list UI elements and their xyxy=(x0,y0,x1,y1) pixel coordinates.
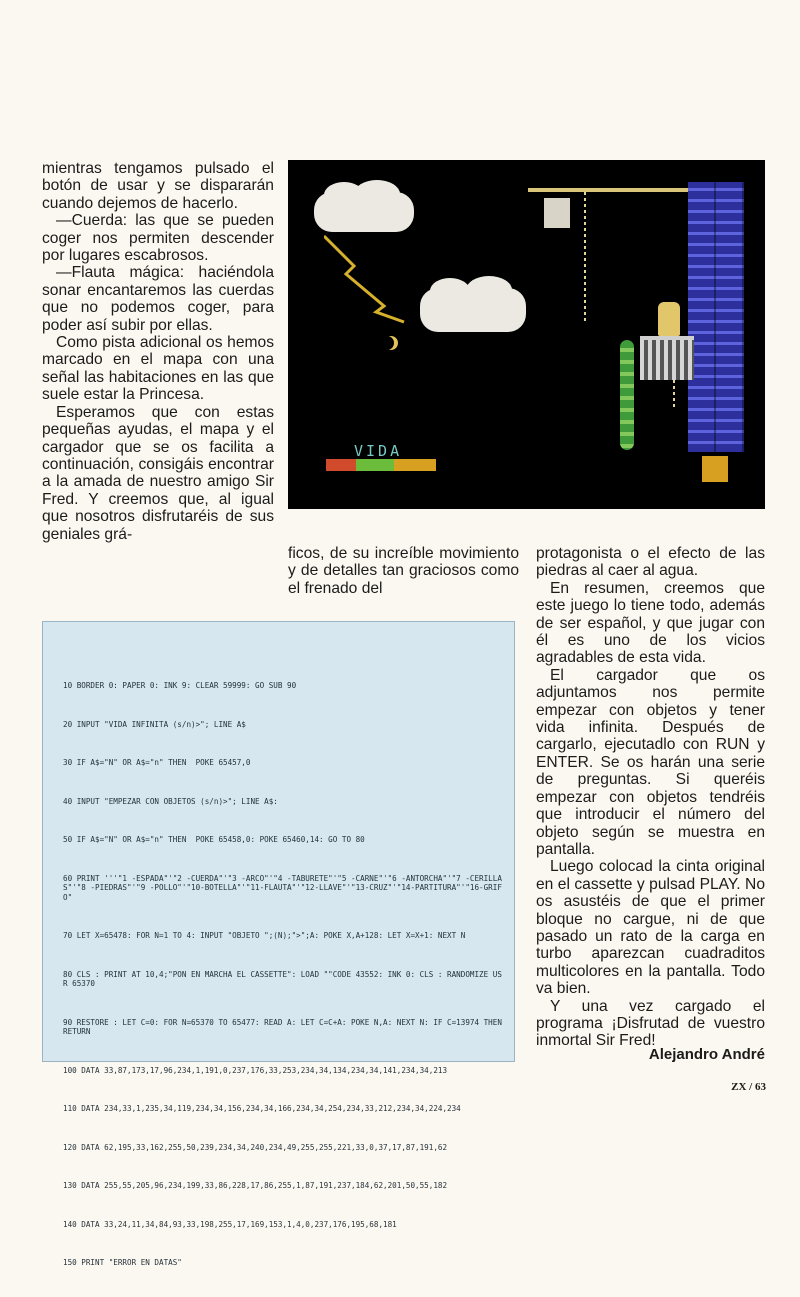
paragraph: El cargador que os adjuntamos nos permite empezar con objetos y tener vida infinita. Después de cargarlo, ejecutadlo con RUN y ENTER. Se os harán una serie de preguntas. Si queréis empezar con objetos tendréis que introducir el número del objeto según se muestra en pantalla. xyxy=(536,666,765,858)
code-line: 10 BORDER 0: PAPER 0: INK 9: CLEAR 59999: GO SUB 90 xyxy=(63,681,297,691)
vida-bar-green xyxy=(356,459,394,471)
article-column-middle xyxy=(288,545,519,597)
vine xyxy=(620,340,634,450)
vida-bar-red xyxy=(326,459,356,471)
code-line: 140 DATA 33,24,11,34,84,93,33,198,255,17,169,153,1,4,0,237,176,195,68,181 xyxy=(63,1219,397,1229)
code-line: 90 RESTORE : LET C=0: FOR N=65370 TO 65477: READ A: LET C=C+A: POKE N,A: NEXT N: IF C=13974 THEN RETURN xyxy=(63,1017,512,1037)
page-number: ZX / 63 xyxy=(731,1081,766,1093)
code-line: 60 PRINT '''"1 -ESPADA"'"2 -CUERDA"'"3 -ARCO"'"4 -TABURETE"'"5 -CARNE"'"6 -ANTORCHA"'"7 -CERILLAS"'"8 -PIEDRAS"'"9 -POLLO"'"10-BOTELLA"'"11-FLAUTA"'"12-LLAVE"'"13-CRUZ"'"14-PARTITURA"'"16-GRIFO" xyxy=(63,873,502,902)
paragraph: mientras tengamos pulsado el botón de usar y se dispararán cuando dejemos de hacerlo. xyxy=(42,160,274,212)
paragraph: En resumen, creemos que este juego lo tiene todo, además de ser español, y que jugar con él es uno de los vicios agradables de esta vida. xyxy=(536,579,765,667)
article-column-right xyxy=(536,545,765,1050)
wall-bricks xyxy=(688,182,744,452)
basic-loader-listing xyxy=(42,621,515,1268)
code-line: 130 DATA 255,55,205,96,234,199,33,86,228,17,86,255,1,87,191,237,184,62,201,50,55,182 xyxy=(63,1181,448,1191)
paragraph: Luego colocad la cinta original en el cassette y pulsad PLAY. No os asustéis de que el primer bloque no cargue, ni de que pasado un rato de la carga en turbo aparezcan cuadraditos multicolores en la pantalla. Todo va bien. xyxy=(536,858,765,998)
code-line: 70 LET X=65478: FOR N=1 TO 4: INPUT "OBJETO ";(N);">";A: POKE X,A+128: LET X=X+1: NEXT N xyxy=(63,931,466,941)
moon-icon xyxy=(380,336,394,350)
paragraph: —Flauta mágica: haciéndola sonar encantaremos las cuerdas que no podemos coger, para poder así subir por ellas. xyxy=(42,264,274,334)
code-line: 150 PRINT "ERROR EN DATAS" xyxy=(63,1258,182,1268)
article-column-left xyxy=(42,160,274,543)
game-screenshot xyxy=(288,160,765,509)
paragraph: Como pista adicional os hemos marcado en el mapa con una señal las habitaciones en las que suele estar la Princesa. xyxy=(42,334,274,404)
cloud xyxy=(420,288,526,332)
code-line: 30 IF A$="N" OR A$="n" THEN POKE 65457,0 xyxy=(63,758,251,768)
bridge-rail xyxy=(528,188,693,192)
key-icon xyxy=(702,456,728,482)
paragraph: Y una vez cargado el programa ¡Disfrutad de vuestro inmortal Sir Fred! xyxy=(536,997,765,1050)
code-listing xyxy=(63,662,512,1297)
paragraph: Esperamos que con estas pequeñas ayudas, el mapa y el cargador que se os facilita a continuación, consigáis encontrar a la amada de nuestro amigo Sir Fred. Y creemos que, al igual que nosotros disfrutaréis de sus geniales grá- xyxy=(42,403,274,543)
code-line: 100 DATA 33,87,173,17,96,234,1,191,0,237,176,33,253,234,34,134,234,34,141,234,34,213 xyxy=(63,1065,448,1075)
code-line: 120 DATA 62,195,33,162,255,50,239,234,34,240,234,49,255,255,221,33,0,37,17,87,191,62 xyxy=(63,1142,448,1152)
paragraph: protagonista o el efecto de las piedras al caer al agua. xyxy=(536,545,765,580)
vida-label: VIDA xyxy=(354,442,403,460)
lightning-bolt xyxy=(324,226,414,326)
code-line: 20 INPUT "VIDA INFINITA (s/n)>"; LINE A$ xyxy=(63,719,246,729)
code-line: 50 IF A$="N" OR A$="n" THEN POKE 65458,0: POKE 65460,14: GO TO 80 xyxy=(63,835,365,845)
scroll-sign xyxy=(544,198,570,228)
paragraph: ficos, de su increíble movimiento y de detalles tan graciosos como el frenado del xyxy=(288,545,519,597)
code-line: 40 INPUT "EMPEZAR CON OBJETOS (s/n)>"; LINE A$: xyxy=(63,796,278,806)
code-line: 110 DATA 234,33,1,235,34,119,234,34,156,234,34,166,234,34,254,234,33,212,234,34,224,234 xyxy=(63,1104,461,1114)
author-signature: Alejandro André xyxy=(648,1046,765,1063)
rope xyxy=(584,192,586,322)
code-line: 80 CLS : PRINT AT 10,4;"PON EN MARCHA EL CASSETTE": LOAD ""CODE 43552: INK 0: CLS : RANDOMIZE USR 65370 xyxy=(63,969,502,989)
balcony xyxy=(640,336,694,380)
paragraph: —Cuerda: las que se pueden coger nos permiten descender por lugares escabrosos. xyxy=(42,212,274,265)
sir-fred-character xyxy=(658,302,680,336)
